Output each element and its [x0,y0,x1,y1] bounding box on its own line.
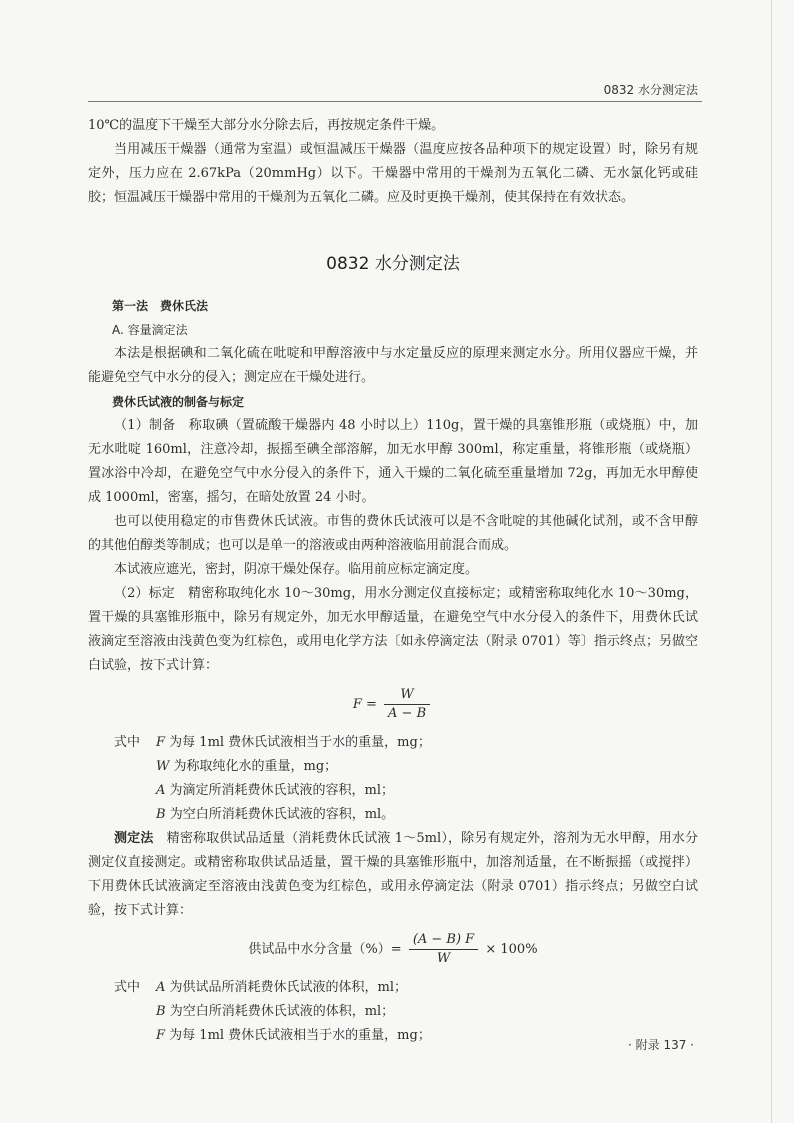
commercial-paragraph: 也可以使用稳定的市售费休氏试液。市售的费休氏试液可以是不含吡啶的其他碱化试剂，或不含甲醇的其他伯醇类等制成；也可以是单一的溶液或由两种溶液临用前混合而成。 [88,514,698,553]
formula-water-numerator: (A − B) F [409,931,478,950]
definition-line [88,976,698,1000]
definition-line [88,803,698,827]
formula-water-fraction [409,931,478,968]
definition-line [88,755,698,779]
definition-text: 为称取纯化水的重量，mg； [169,759,338,774]
definition-line [88,1024,698,1048]
definition-line [88,731,698,755]
definition-text: 为空白所消耗费休氏试液的体积，ml； [165,1004,395,1019]
definition-var: B [156,1004,166,1019]
definition-var: A [156,980,166,995]
page-number: · 附录 137 · [628,1038,694,1052]
definition-label: 式中 [114,980,141,995]
calibration-paragraph: （2）标定 精密称取纯化水 10～30mg，用水分测定仪直接标定；或精密称取纯化水 10～30mg，置干燥的具塞锥形瓶中，除另有规定外，加无水甲醇适量，在避免空气中水分侵入的条件下，用费休氏试液滴定至溶液由浅黄色变为红棕色，或用电化学方法〔如永停滴定法（附录 0701）等〕指示终点；另做空白试验，按下式计算： [88,586,698,673]
definition-var: F [156,1028,166,1043]
formula-titer-lhs: F = [352,697,377,712]
header-rule [88,101,702,102]
page-edge-line [771,0,772,1123]
reagent-heading: 费休氏试液的制备与标定 [112,395,245,409]
method-text: 精密称取供试品适量（消耗费休氏试液 1～5ml），除另有规定外，溶剂为无水甲醇，用水分测定仪直接测定。或精密称取供试品适量，置干燥的具塞锥形瓶中，加溶剂适量，在不断振摇（或搅拌）下用费休氏试液滴定至溶液由浅黄色变为红棕色，或用永停滴定法（附录 0701）指示终点；另做空白试验，按下式计算： [88,831,698,918]
definition-text: 为滴定所消耗费休氏试液的容积，ml； [165,783,395,798]
definition-label: 式中 [114,735,141,750]
formula-water-denominator: W [436,951,451,966]
definition-line [88,779,698,803]
formula-water-content [88,931,698,968]
definitions-water [88,976,698,1048]
sub-a-heading: A. 容量滴定法 [112,323,188,337]
definition-text: 为供试品所消耗费休氏试液的体积，ml； [165,980,408,995]
formula-titer [88,686,698,723]
intro-paragraph: 当用减压干燥器（通常为室温）或恒温减压干燥器（温度应按各品种项下的规定设置）时，除另有规定外，压力应在 2.67kPa（20mmHg）以下。干燥器中常用的干燥剂为五氧化二磷、无水氯化钙或硅胶；恒温减压干燥器中常用的干燥剂为五氧化二磷。应及时更换干燥剂，使其保持在有效状态。 [88,142,698,205]
definition-var: F [156,735,166,750]
formula-titer-denominator: A − B [388,706,427,721]
formula-titer-numerator: W [384,686,430,705]
definition-text: 为空白所消耗费休氏试液的容积，ml。 [165,807,395,822]
method-paragraph [88,827,698,923]
running-header: 0832 水分测定法 [603,83,698,97]
method1-heading: 第一法 费休氏法 [112,299,209,313]
definitions-titer [88,731,698,827]
principle-paragraph: 本法是根据碘和二氧化硫在吡啶和甲醇溶液中与水定量反应的原理来测定水分。所用仪器应干燥，并能避免空气中水分的侵入；测定应在干燥处进行。 [88,346,698,385]
definition-text: 为每 1ml 费休氏试液相当于水的重量，mg； [165,735,431,750]
formula-water-rhs: × 100% [485,942,538,957]
definition-var: W [156,759,170,774]
formula-titer-fraction [384,686,430,723]
storage-paragraph: 本试液应遮光，密封，阴凉干燥处保存。临用前应标定滴定度。 [114,562,479,577]
method-label: 测定法 [114,831,154,846]
formula-water-lhs: 供试品中水分含量（%）= [248,942,402,957]
definition-var: A [156,783,166,798]
definition-text: 为每 1ml 费休氏试液相当于水的重量，mg； [165,1028,431,1043]
intro-continuation: 10℃的温度下干燥至大部分水分除去后，再按规定条件干燥。 [88,118,445,133]
definition-line [88,1000,698,1024]
definition-var: B [156,807,166,822]
page-content [88,114,698,1048]
section-title: 0832 水分测定法 [326,254,460,274]
preparation-paragraph: （1）制备 称取碘（置硫酸干燥器内 48 小时以上）110g，置干燥的具塞锥形瓶（或烧瓶）中，加无水吡啶 160ml，注意冷却，振摇至碘全部溶解，加无水甲醇 300ml，称定重量，将锥形瓶（或烧瓶）置冰浴中冷却，在避免空气中水分侵入的条件下，通入干燥的二氧化硫至重量增加 72g，再加无水甲醇使成 1000ml，密塞，摇匀，在暗处放置 24 小时。 [88,418,698,505]
